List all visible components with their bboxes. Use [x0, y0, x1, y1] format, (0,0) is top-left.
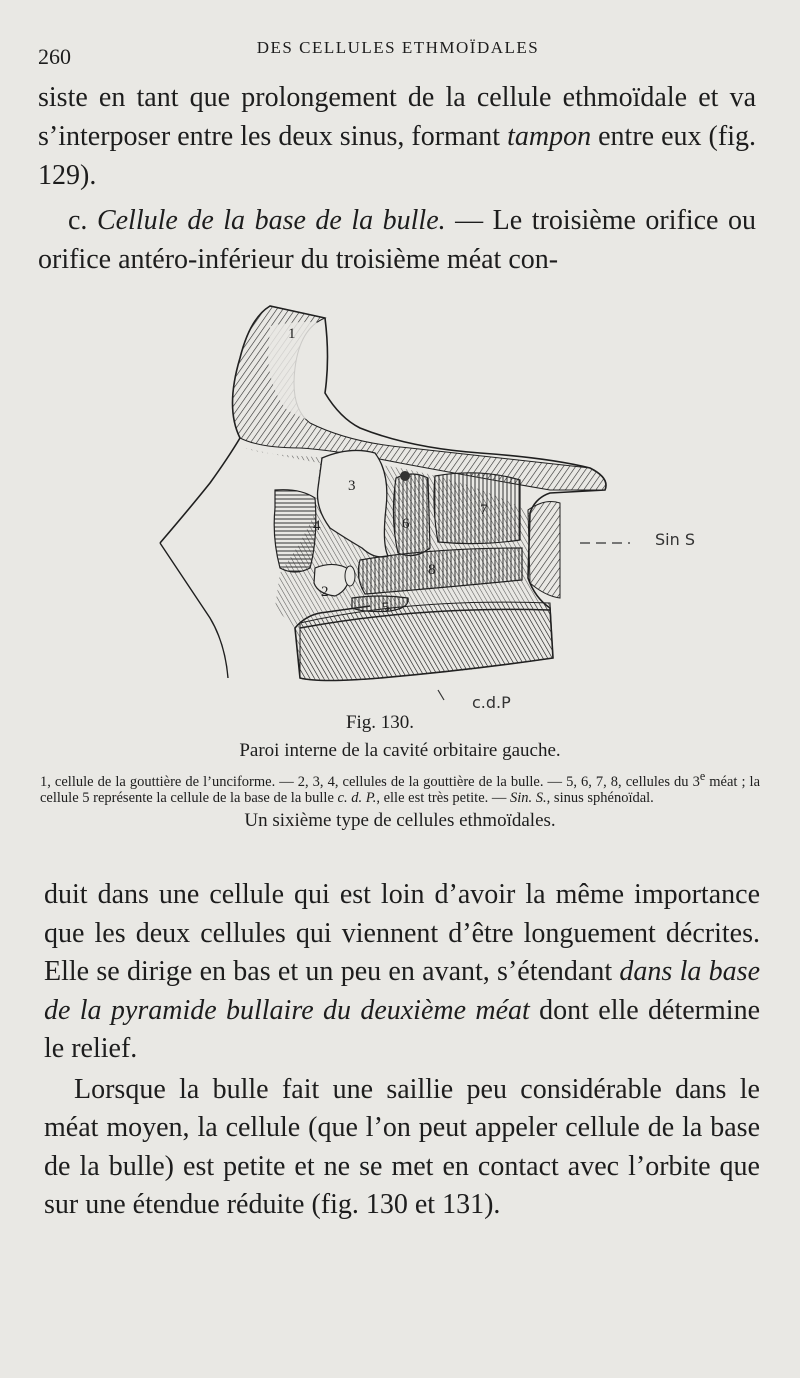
- legend-text: , elle est très petite. —: [376, 789, 511, 806]
- text-line: entre eux (fig. 129).: [38, 121, 756, 191]
- paragraph-continuation: [38, 78, 756, 195]
- paragraph-c: [38, 201, 756, 279]
- figure-drawing: [150, 298, 710, 708]
- label-6: 6: [402, 516, 410, 532]
- italic-phrase: dans la base de la pyramide bullaire du deuxième méat: [44, 956, 760, 1026]
- paragraph-lorsque: Lorsque la bulle fait une saillie peu considérable dans le méat moyen, la cellule (que l’on peut appeler cellule de la base de la bulle) est petite et ne se met en contact avec l’orbite que sur une étendue réduite (fig. 130 et 131).: [44, 1073, 760, 1220]
- cell-6: [393, 474, 430, 556]
- italic-term: tampon: [507, 121, 592, 152]
- text-run: — Le troisième orifice ou orifice antéro-inférieur du troisième méat con-: [38, 205, 756, 275]
- cdp-pointer: [438, 690, 444, 700]
- section-heading-italic: Cellule de la base de la bulle.: [96, 205, 446, 236]
- label-cdp: c.d.P: [472, 693, 511, 708]
- figure-number: Fig. 130.: [345, 712, 415, 733]
- label-8: 8: [428, 562, 436, 578]
- legend-superscript: e: [699, 769, 706, 783]
- anatomical-figure: [150, 298, 710, 708]
- label-5: 5: [382, 600, 390, 616]
- label-7: 7: [480, 502, 488, 518]
- text-run: duit dans une cellule qui est loin d’avoir la même importance que les deux cellules qui viennent d’être longuement décrites. Elle se dirige en bas et un peu en avant, s’étendant: [44, 879, 760, 987]
- face-profile-line: [160, 543, 228, 678]
- top-text-block: [38, 78, 756, 279]
- cell-7: [434, 473, 520, 544]
- text-line: siste en tant que prolongement de la cellule ethmoïdale: [38, 82, 688, 113]
- bottom-text-block: [44, 876, 760, 1225]
- legend-italic: Sin. S.: [510, 789, 547, 806]
- legend-text: 1, cellule de la gouttière de l’unciforme. — 2, 3, 4, cellules de la gouttière de la bulle. — 5, 6, 7, 8, cellules du 3: [40, 773, 700, 790]
- label-1: 1: [288, 326, 296, 342]
- legend-text: méat ; la cellule 5 représente la cellule de la base de la bulle: [40, 773, 761, 806]
- legend-text: , sinus sphénoïdal.: [546, 789, 654, 806]
- small-orifice: [400, 471, 410, 481]
- page-number: 260: [38, 44, 71, 69]
- text-line: et va s’interposer entre les deux sinus, formant: [38, 82, 756, 152]
- figure-caption: [40, 712, 760, 832]
- running-title: DES CELLULES ETHMOÏDALES: [256, 38, 540, 57]
- label-2: 2: [321, 584, 329, 600]
- label-3: 3: [348, 478, 356, 494]
- paragraph-continuation-2: [44, 876, 760, 1069]
- small-cell-oval: [345, 566, 355, 586]
- figure-title: Paroi interne de la cavité orbitaire gauche.: [239, 740, 561, 761]
- legend-italic: c. d. P.: [337, 789, 377, 806]
- figure-note: Un sixième type de cellules ethmoïdales.: [244, 809, 556, 831]
- text-run: dont elle détermine le relief.: [44, 994, 760, 1064]
- sphenoid-sinus: [528, 502, 560, 598]
- running-header: [38, 38, 758, 68]
- text-run: c.: [68, 205, 97, 236]
- label-4: 4: [313, 518, 321, 534]
- figure-legend: [40, 768, 760, 806]
- label-sin-s: Sin S: [655, 530, 695, 549]
- cell-4: [274, 490, 316, 572]
